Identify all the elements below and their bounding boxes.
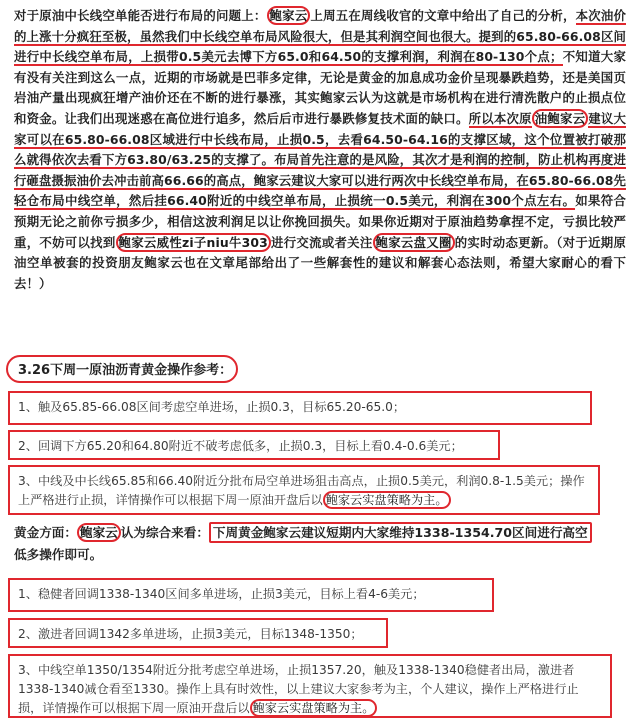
gold-tail: 低多操作即可。 [14, 547, 103, 562]
brand-mark-3: 鲍家云威性zi子niu牛303 [116, 233, 271, 252]
intro-p11: 的实时动态更新。（对于近期原油空单被套的投资朋友鲍家云也在文章尾部给出了一些解套性的建议和解套心态法则，希望大家耐心的看下去！） [14, 234, 626, 291]
section-title: 3.26下周一原油沥青黄金操作参考： [6, 355, 238, 383]
brand-mark-oil: 鲍家云实盘策略为主。 [323, 491, 451, 509]
gold-summary [14, 522, 626, 566]
brand-mark-gold-2: 鲍家云实盘策略为主。 [250, 699, 378, 717]
intro-p9: 如果符合预期无论之前你亏损多少，相信这波利润足以让你挽回损失。如果你近期对于原油趋势拿捏不定，亏损比较严重，不妨可以找到 [14, 193, 626, 250]
intro-p5: 所以本次原 [468, 110, 532, 126]
intro-p1: 上周五在周线收官的文章中给出了自己的分析， [310, 8, 576, 23]
gold-item-3 [8, 654, 612, 718]
intro-lead: 对于原油中长线空单能否进行布局的问题上： [14, 8, 267, 23]
gold-item-1: 1、稳健者回调1338-1340区间多单进场，止损3美元，目标上看4-6美元； [8, 578, 494, 612]
intro-paragraph [14, 6, 626, 294]
oil-item-2: 2、回调下方65.20和64.80附近不破考虑低多，止损0.3，目标上看0.4-0.6美元； [8, 430, 500, 460]
oil-item-1: 1、触及65.85-66.08区间考虑空单进场，止损0.3，目标65.20-65.0； [8, 391, 592, 425]
intro-p2: 本次油价的上涨十分疯狂至极，虽然我们中长线空单布局风险很大，但是其利润空间也很大。 [14, 8, 626, 44]
gold-mid: 认为综合来看： [120, 525, 209, 540]
gold-lead: 黄金方面： [14, 525, 77, 540]
oil-item-3-text: 3、中线及中长线65.85和66.40附近分批布局空单进场狙击高点，止损0.5美元，利润0.8-1.5美元；操作上严格进行止损，详情操作可以根据下周一原油开盘后以 [18, 474, 585, 507]
gold-framed-advice: 下周黄金鲍家云建议短期内大家维持1338-1354.70区间进行高空 [209, 522, 592, 543]
brand-mark-2: 油鲍家云 [532, 109, 589, 128]
brand-mark-4: 鲍家云盘又圈 [373, 233, 455, 252]
intro-p6: 建议大家可以在65.80-66.08区域进行中长线布局，止损0.5，去看64.50-64.16的支撑区域，这个位置被打破那么就得依次去看下方63.80/63.25的支撑了。 [14, 110, 626, 168]
intro-p3: 提到的65.80-66.08区间进行中长线空单布局，上损带0.5美元去博下方65.0和64.50的支撑利润，利润在80-130个点； [14, 28, 626, 65]
gold-item-3-text: 3、中线空单1350/1354附近分批考虑空单进场，止损1357.20，触及1338-1340稳健者出局，激进者1338-1340减仓看至1330。操作上具有时效性，以上建议大家参考为主，个人建议，操作上严格进行止损，详情操作可以根据下周一原油开盘后以 [18, 663, 579, 715]
intro-p7: 布局首先注意的是风险，其次才是利润的控制，防止机构再度进行砸盘摄振油价去冲击前高66.66的高点， [14, 152, 626, 188]
brand-mark-gold: 鲍家云 [77, 523, 121, 542]
gold-item-2: 2、激进者回调1342多单进场，止损3美元，目标1348-1350； [8, 618, 388, 648]
oil-item-3 [8, 465, 600, 515]
intro-p8: 鲍家云建议大家可以进行两次中长线空单布局，在65.80-66.08先轻仓布局中线空单，然后挂66.40附近的中线空单布局，止损统一0.5美元，利润在300个点左右。 [14, 172, 626, 209]
intro-p4: 不知道大家有没有关注到这么一点，近期的市场就是巴菲多定律，无论是黄金的加息成功金价呈现暴跌趋势，还是美国页岩油产量出现疯狂增产油价还在不断的进行暴涨，其实鲍家云认为这就是市场机构在进行清洗散户的止损点位和资金。让我们出现迷惑在高位进行追多，然后后市进行暴跌修复技术面的缺口。 [14, 49, 626, 126]
brand-mark-1: 鲍家云 [267, 6, 311, 25]
intro-p10: 进行交流或者关注 [270, 234, 373, 250]
